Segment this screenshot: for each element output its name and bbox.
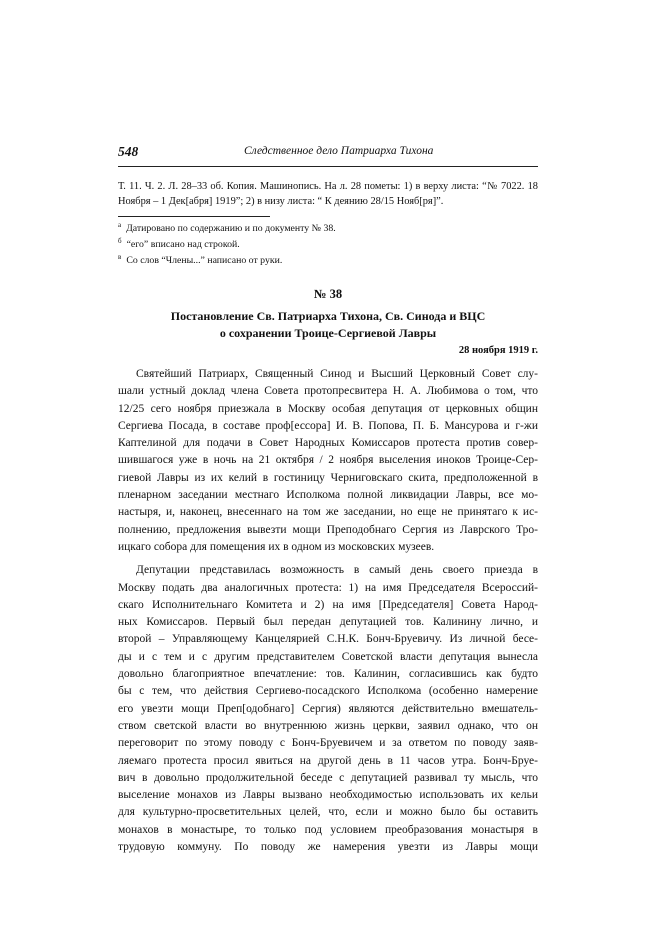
footnote-text: “его” вписано над строкой. bbox=[126, 239, 240, 250]
body-line: ляемаго протеста просил явиться на другой день в 11 часов утра. Бонч-Бруе- bbox=[118, 754, 538, 767]
footnote bbox=[118, 237, 538, 253]
footnote bbox=[118, 253, 538, 269]
body-line: ством светской власти во внутреннюю жизнь церкви, заявил однако, что он bbox=[118, 719, 538, 732]
body-line: ных Комиссаров. Первый был передан депутацией тов. Калинину лично, и bbox=[118, 616, 538, 629]
paragraph-2 bbox=[118, 562, 538, 856]
footnote-mark: a bbox=[118, 220, 122, 229]
body-text bbox=[118, 366, 538, 856]
body-line: второй – Управляющему Канцелярией С.Н.К. Бонч-Бруевичу. Из личной бесе- bbox=[118, 633, 538, 646]
running-title: Следственное дело Патриарха Тихона bbox=[244, 145, 434, 157]
page-number: 548 bbox=[118, 144, 139, 159]
body-line: Депутации представилась возможность в самый день своего приезда в bbox=[136, 564, 538, 577]
body-line: выселение монахов из Лавры вызвано необходимостью использовать их кельи bbox=[118, 789, 538, 802]
footnote-text: Датировано по содержанию и по документу № 38. bbox=[126, 223, 336, 234]
body-line: для культурно-просветительных целей, что, если и можно было бы оставить bbox=[118, 806, 538, 819]
body-line: Москву подать два аналогичных протеста: 1) на имя Председателя Всероссий- bbox=[118, 581, 538, 594]
body-line: ицкаго собора для помещения их в одном из московских музеев. bbox=[118, 540, 435, 553]
header-rule bbox=[118, 166, 538, 167]
body-line: 12/25 сего ноября приезжала в Москву особая депутация от церковных общин bbox=[118, 402, 538, 415]
running-header bbox=[118, 144, 538, 164]
body-line: Сергиева Посада, в составе проф[ессора] И. В. Попова, П. Б. Мансурова и г-жи bbox=[118, 419, 538, 432]
body-line: Святейший Патриарх, Священный Синод и Высший Церковный Совет слу- bbox=[136, 368, 538, 380]
body-line: переговорит по этому поводу с Бонч-Бруевичем и за ответом по поводу заяв- bbox=[118, 737, 538, 750]
footnote-mark: в bbox=[118, 252, 122, 261]
document-date: 28 ноября 1919 г. bbox=[458, 345, 538, 356]
body-line: полнению, предложения вывезти мощи Преподобнаго Сергия из Лаврского Тро- bbox=[118, 523, 538, 536]
paragraph-1 bbox=[118, 366, 538, 556]
body-line: настыря, и, наконец, внесеннаго на том же заседании, но еще не принятаго к ис- bbox=[118, 506, 538, 519]
source-note-line: Ноября – 1 Дек[абря] 1919”; 2) в низу листа: “ К деянию 28/15 Нояб[ря]”. bbox=[118, 195, 444, 207]
body-line: ды и с тем и с другим представителем Советской власти депутация вынесла bbox=[118, 650, 538, 663]
document-title-line: Постановление Св. Патриарха Тихона, Св. Синода и ВЦС bbox=[170, 309, 486, 323]
body-line: пленарном заседании местнаго Исполкома полной ликвидации Лавры, все мо- bbox=[118, 489, 538, 502]
document-title bbox=[118, 308, 538, 342]
footnote bbox=[118, 221, 538, 237]
document-number: № 38 bbox=[313, 287, 343, 301]
footnote-text: Со слов “Члены...” написано от руки. bbox=[126, 255, 283, 266]
body-line: его увезти мощи Преп[одобнаго] Сергия) являются действительно вмешатель- bbox=[118, 702, 538, 715]
body-line: шившагося уже в ночь на 21 октября / 2 ноября выселения иноков Троице-Сер- bbox=[118, 454, 538, 467]
body-line: монахов в монастыре, то только под условием преобразования монастыря в bbox=[118, 823, 538, 836]
footnote-rule bbox=[118, 216, 270, 217]
body-line: шали устный доклад члена Совета протопресвитера Н. А. Любимова о том, что bbox=[118, 385, 538, 398]
body-line: скаго Исполнительнаго Комитета и 2) на имя [Председателя] Совета Народ- bbox=[118, 598, 538, 611]
body-line: вич в довольно продолжительной беседе с депутацией развивал ту мысль, что bbox=[118, 771, 538, 784]
footnote-mark: б bbox=[118, 236, 122, 245]
footnotes bbox=[118, 221, 538, 269]
document-title-line: о сохранении Троице-Сергиевой Лавры bbox=[219, 326, 437, 340]
body-line: трудовую коммуну. По поводу же намерения увезти из Лавры мощи bbox=[118, 841, 538, 854]
body-line: Каптелиной для подачи в Совет Народных Комиссаров протеста против совер- bbox=[118, 437, 538, 450]
body-line: гиевой Лавры из их келий в гостиницу Черниговскаго скита, предположенной в bbox=[118, 471, 538, 484]
source-note bbox=[118, 180, 538, 209]
source-note-line: Т. 11. Ч. 2. Л. 28–33 об. Копия. Машинопись. На л. 28 пометы: 1) в верху листа: “№ 7022. 18 bbox=[118, 181, 538, 192]
body-line: довольно благоприятное впечатление: тов. Калинин, согласившись как будто bbox=[118, 668, 538, 681]
body-line: бы с тем, что действия Сергиево-посадского Исполкома (особенно намерение bbox=[118, 685, 538, 698]
